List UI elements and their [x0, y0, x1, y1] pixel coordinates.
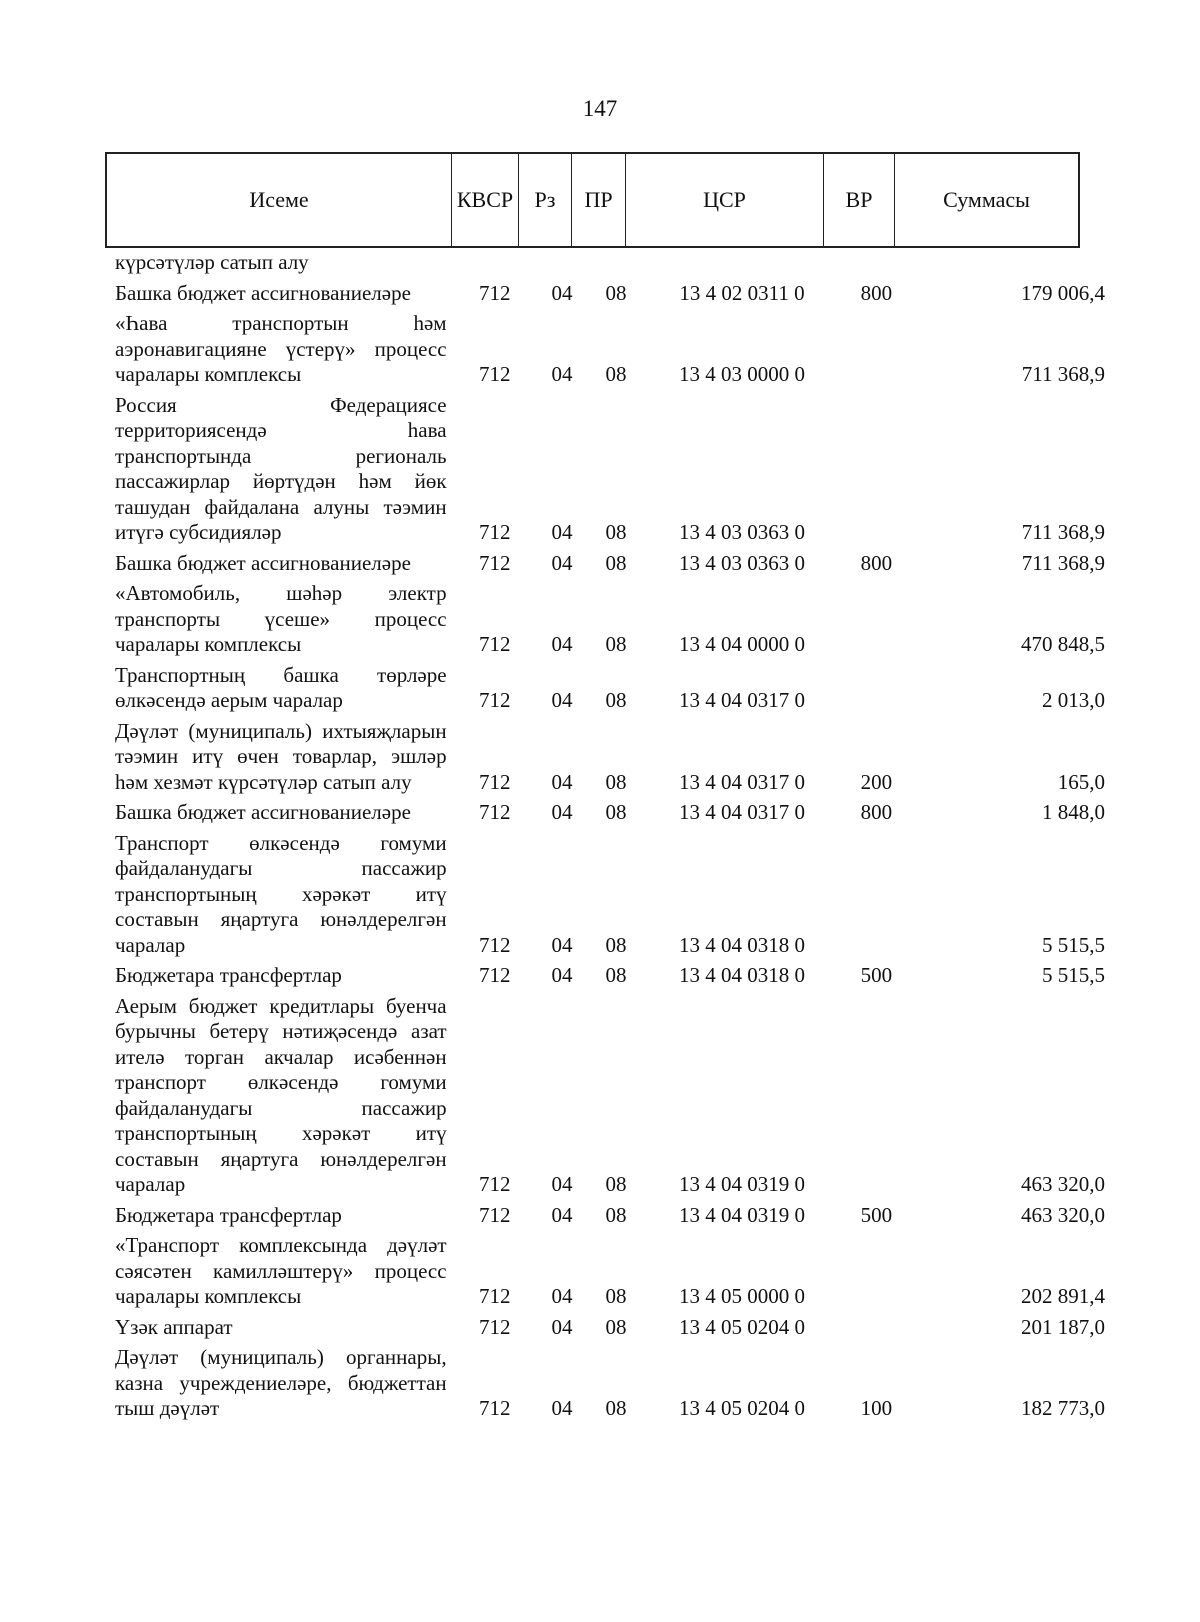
- row-sum: 182 773,0: [1021, 1396, 1105, 1420]
- row-kvsr: 712: [479, 520, 511, 544]
- table-row: [115, 1203, 1105, 1234]
- row-vr: 800: [860, 550, 893, 575]
- row-csr: 13 4 03 0363 0: [679, 520, 805, 544]
- row-kvsr: 712: [479, 1314, 511, 1339]
- row-vr: 100: [860, 1396, 893, 1420]
- row-rz: 04: [551, 1284, 573, 1308]
- row-rz: 04: [551, 1396, 573, 1420]
- row-rz: 04: [551, 800, 573, 824]
- row-csr: 13 4 04 0317 0: [679, 769, 805, 794]
- row-pr: 08: [605, 800, 627, 824]
- row-name: Транспортның башка төрләре өлкәсендә аерым чаралар: [115, 662, 447, 712]
- row-kvsr: 712: [479, 550, 511, 575]
- row-csr: 13 4 04 0000 0: [679, 632, 805, 656]
- row-pr: 08: [605, 769, 627, 794]
- row-sum: 470 848,5: [1021, 632, 1105, 656]
- row-pr: 08: [605, 1284, 627, 1308]
- row-rz: 04: [551, 520, 573, 544]
- column-header-kvsr: КВСР: [452, 154, 519, 246]
- table-row: [115, 311, 1105, 393]
- table-row: [115, 551, 1105, 582]
- row-csr: 13 4 02 0311 0: [679, 280, 805, 305]
- row-csr: 13 4 04 0318 0: [679, 963, 805, 987]
- row-kvsr: 712: [479, 1172, 511, 1196]
- row-kvsr: 712: [479, 280, 511, 305]
- column-header-sum: Суммасы: [943, 187, 1030, 212]
- row-pr: 08: [605, 632, 627, 656]
- table-row: [115, 1345, 1105, 1427]
- table-row: [115, 663, 1105, 719]
- row-name: Аерым бюджет кредитлары буенча бурычны бетерү нәтиҗәсендә азат ителә торган акчалар исәбеннән транспорт өлкәсендә гомуми файдаланудагы пассажир транспортының хәрәкәт итү составын яңартуга юнәлдерелгән чаралар: [115, 993, 447, 1196]
- table-row: [115, 1233, 1105, 1315]
- row-pr: 08: [605, 688, 627, 712]
- column-header-name: Исеме: [107, 154, 452, 246]
- column-header-pr: ПР: [572, 154, 626, 246]
- row-name: «Автомобиль, шәһәр электр транспорты үсеше» процесс чаралары комплексы: [115, 581, 447, 656]
- row-rz: 04: [551, 550, 573, 575]
- table-row: [115, 994, 1105, 1203]
- row-csr: 13 4 05 0204 0: [679, 1396, 805, 1420]
- row-vr: 200: [860, 769, 893, 794]
- table-row: [115, 963, 1105, 994]
- row-vr: 800: [860, 800, 893, 824]
- row-rz: 04: [551, 632, 573, 656]
- row-name: күрсәтүләр сатып алу: [115, 250, 309, 274]
- row-csr: 13 4 04 0319 0: [679, 1202, 805, 1227]
- table-row: [115, 393, 1105, 551]
- row-name: Транспорт өлкәсендә гомуми файдаланудагы пассажир транспортының хәрәкәт итү составын яңартуга юнәлдерелгән чаралар: [115, 830, 447, 957]
- row-sum: 711 368,9: [1021, 362, 1105, 386]
- row-name: Башка бюджет ассигнованиеләре: [115, 550, 411, 575]
- row-pr: 08: [605, 362, 627, 386]
- row-name: Үзәк аппарат: [115, 1314, 233, 1339]
- row-csr: 13 4 04 0318 0: [679, 932, 805, 957]
- table-row: [115, 719, 1105, 801]
- row-sum: 711 368,9: [1021, 550, 1105, 575]
- row-sum: 1 848,0: [1042, 800, 1105, 824]
- row-pr: 08: [605, 550, 627, 575]
- column-header-csr: ЦСР: [626, 154, 824, 246]
- row-vr: 500: [860, 1202, 893, 1227]
- table-row: [115, 831, 1105, 964]
- row-kvsr: 712: [479, 1396, 511, 1420]
- row-rz: 04: [551, 1314, 573, 1339]
- row-rz: 04: [551, 963, 573, 987]
- row-kvsr: 712: [479, 1202, 511, 1227]
- row-rz: 04: [551, 1202, 573, 1227]
- row-pr: 08: [605, 520, 627, 544]
- table-row: [115, 800, 1105, 831]
- table-body: [115, 250, 1105, 1427]
- table-row: [115, 281, 1105, 312]
- row-sum: 5 515,5: [1042, 932, 1105, 957]
- row-kvsr: 712: [479, 800, 511, 824]
- row-vr: 800: [860, 280, 893, 305]
- row-csr: 13 4 04 0319 0: [679, 1172, 805, 1196]
- row-rz: 04: [551, 688, 573, 712]
- row-sum: 202 891,4: [1021, 1284, 1105, 1308]
- row-pr: 08: [605, 1396, 627, 1420]
- row-name: Россия Федерациясе территориясендә һава транспортында региональ пассажирлар йөртүдән һәм йөк ташудан файдалана алуны тәэмин итүгә субсидияләр: [115, 392, 447, 544]
- row-csr: 13 4 05 0204 0: [679, 1314, 805, 1339]
- table-row: [115, 250, 1105, 281]
- table-header: [105, 152, 1080, 248]
- row-pr: 08: [605, 1314, 627, 1339]
- table-row: [115, 1315, 1105, 1346]
- row-sum: 463 320,0: [1021, 1202, 1105, 1227]
- row-name: «Һава транспортын һәм аэронавигацияне үстерү» процесс чаралары комплексы: [115, 311, 447, 386]
- table-row: [115, 581, 1105, 663]
- row-name: Бюджетара трансфертлар: [115, 963, 342, 987]
- row-rz: 04: [551, 280, 573, 305]
- row-rz: 04: [551, 362, 573, 386]
- row-csr: 13 4 03 0363 0: [679, 550, 805, 575]
- row-sum: 179 006,4: [1021, 280, 1105, 305]
- row-kvsr: 712: [479, 632, 511, 656]
- row-name: «Транспорт комплексында дәүләт сәясәтен камилләштерү» процесс чаралары комплексы: [115, 1233, 447, 1308]
- row-pr: 08: [605, 963, 627, 987]
- row-kvsr: 712: [479, 1284, 511, 1308]
- row-csr: 13 4 04 0317 0: [679, 800, 805, 824]
- row-vr: 500: [860, 963, 893, 987]
- row-kvsr: 712: [479, 688, 511, 712]
- row-pr: 08: [605, 280, 627, 305]
- row-sum: 711 368,9: [1021, 520, 1105, 544]
- column-header-rz: Рз: [519, 154, 572, 246]
- row-name: Башка бюджет ассигнованиеләре: [115, 280, 411, 305]
- row-kvsr: 712: [479, 963, 511, 987]
- row-csr: 13 4 03 0000 0: [679, 362, 805, 386]
- row-kvsr: 712: [479, 769, 511, 794]
- row-pr: 08: [605, 1172, 627, 1196]
- row-rz: 04: [551, 769, 573, 794]
- page-number: 147: [582, 96, 618, 121]
- row-kvsr: 712: [479, 362, 511, 386]
- row-name: Дәүләт (муниципаль) органнары, казна учреждениеләре, бюджеттан тыш дәүләт: [115, 1345, 447, 1420]
- row-pr: 08: [605, 932, 627, 957]
- row-kvsr: 712: [479, 932, 511, 957]
- column-header-vr: ВР: [824, 154, 895, 246]
- row-csr: 13 4 05 0000 0: [679, 1284, 805, 1308]
- row-name: Дәүләт (муниципаль) ихтыяҗларын тәэмин итү өчен товарлар, эшләр һәм хезмәт күрсәтүләр сатып алу: [115, 718, 447, 794]
- row-sum: 463 320,0: [1021, 1172, 1105, 1196]
- row-name: Башка бюджет ассигнованиеләре: [115, 800, 411, 824]
- row-rz: 04: [551, 932, 573, 957]
- row-sum: 2 013,0: [1042, 688, 1105, 712]
- row-csr: 13 4 04 0317 0: [679, 688, 805, 712]
- row-name: Бюджетара трансфертлар: [115, 1202, 342, 1227]
- row-sum: 201 187,0: [1021, 1314, 1105, 1339]
- row-sum: 5 515,5: [1042, 963, 1105, 987]
- row-sum: 165,0: [1057, 769, 1105, 794]
- row-pr: 08: [605, 1202, 627, 1227]
- row-rz: 04: [551, 1172, 573, 1196]
